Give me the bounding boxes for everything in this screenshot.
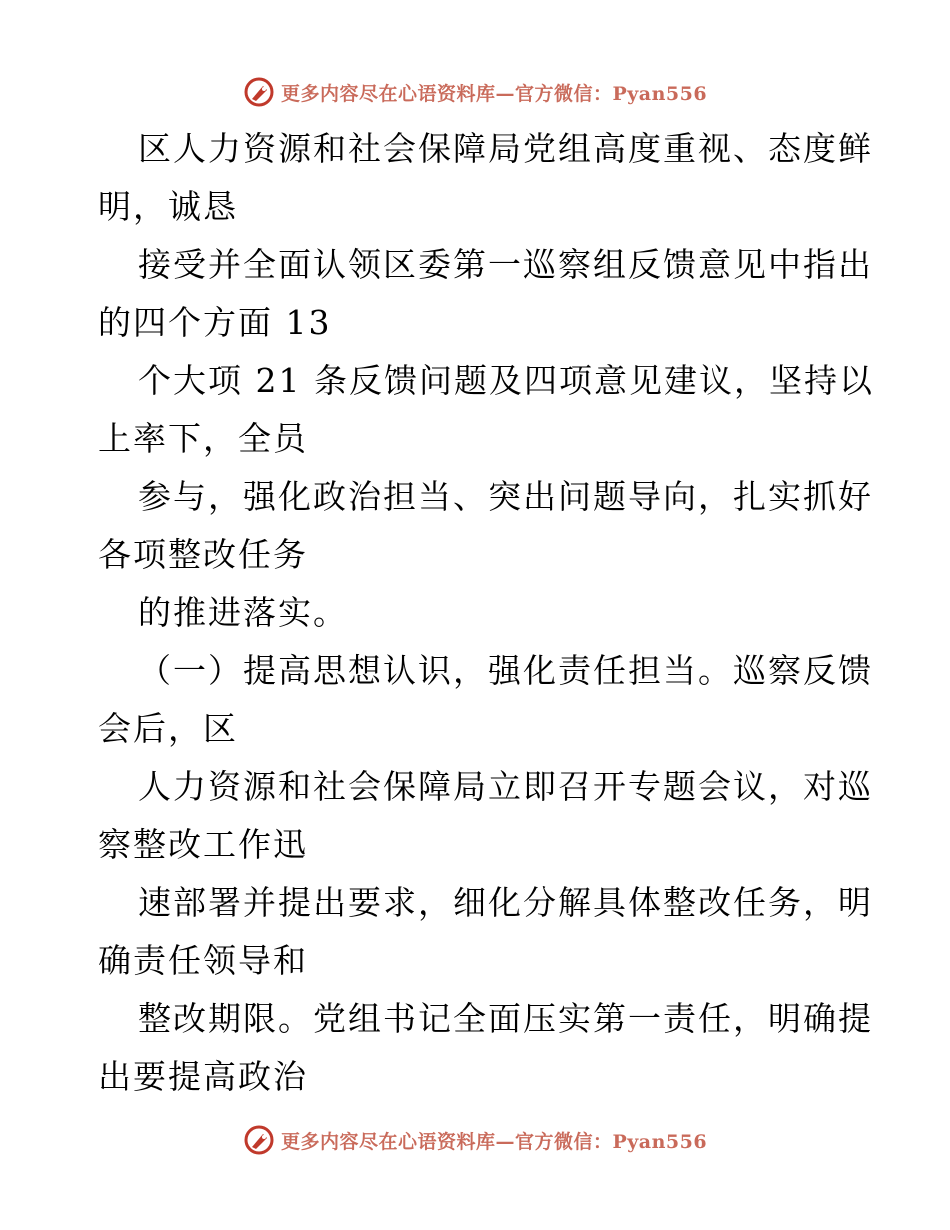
watermark-text: 更多内容尽在心语资料库—官方微信：Pyan556 — [280, 1130, 708, 1153]
paragraph-line: 速部署并提出要求，细化分解具体整改任务，明 — [138, 883, 873, 922]
watermark-banner-top — [0, 72, 950, 112]
watermark-text: 更多内容尽在心语资料库—官方微信：Pyan556 — [280, 82, 708, 105]
paragraph-line: 上率下，全员 — [98, 419, 308, 458]
paragraph-line: 明，诚恳 — [98, 187, 238, 226]
paragraph-line: 各项整改任务 — [98, 535, 308, 574]
paragraph-line: 区人力资源和社会保障局党组高度重视、态度鲜 — [138, 129, 873, 168]
paragraph-line: 个大项 21 条反馈问题及四项意见建议，坚持以 — [138, 361, 874, 400]
pen-nib-logo-icon — [243, 76, 275, 108]
paragraph-line: （一）提高思想认识，强化责任担当。巡察反馈 — [138, 651, 873, 690]
paragraph-line: 人力资源和社会保障局立即召开专题会议，对巡 — [138, 767, 873, 806]
paragraph-line: 参与，强化政治担当、突出问题导向，扎实抓好 — [138, 477, 873, 516]
paragraph-line: 确责任领导和 — [98, 941, 308, 980]
paragraph-line: 察整改工作迅 — [98, 825, 308, 864]
paragraph-line: 出要提高政治 — [98, 1057, 308, 1096]
paragraph-line: 接受并全面认领区委第一巡察组反馈意见中指出 — [138, 245, 873, 284]
paragraph-line: 的四个方面 13 — [98, 303, 332, 342]
paragraph-line: 会后，区 — [98, 709, 238, 748]
paragraph-line: 整改期限。党组书记全面压实第一责任，明确提 — [138, 999, 873, 1038]
pen-nib-logo-icon — [243, 1124, 275, 1156]
paragraph-line: 的推进落实。 — [138, 593, 348, 632]
document-body — [98, 120, 874, 1106]
watermark-banner-bottom — [0, 1120, 950, 1160]
